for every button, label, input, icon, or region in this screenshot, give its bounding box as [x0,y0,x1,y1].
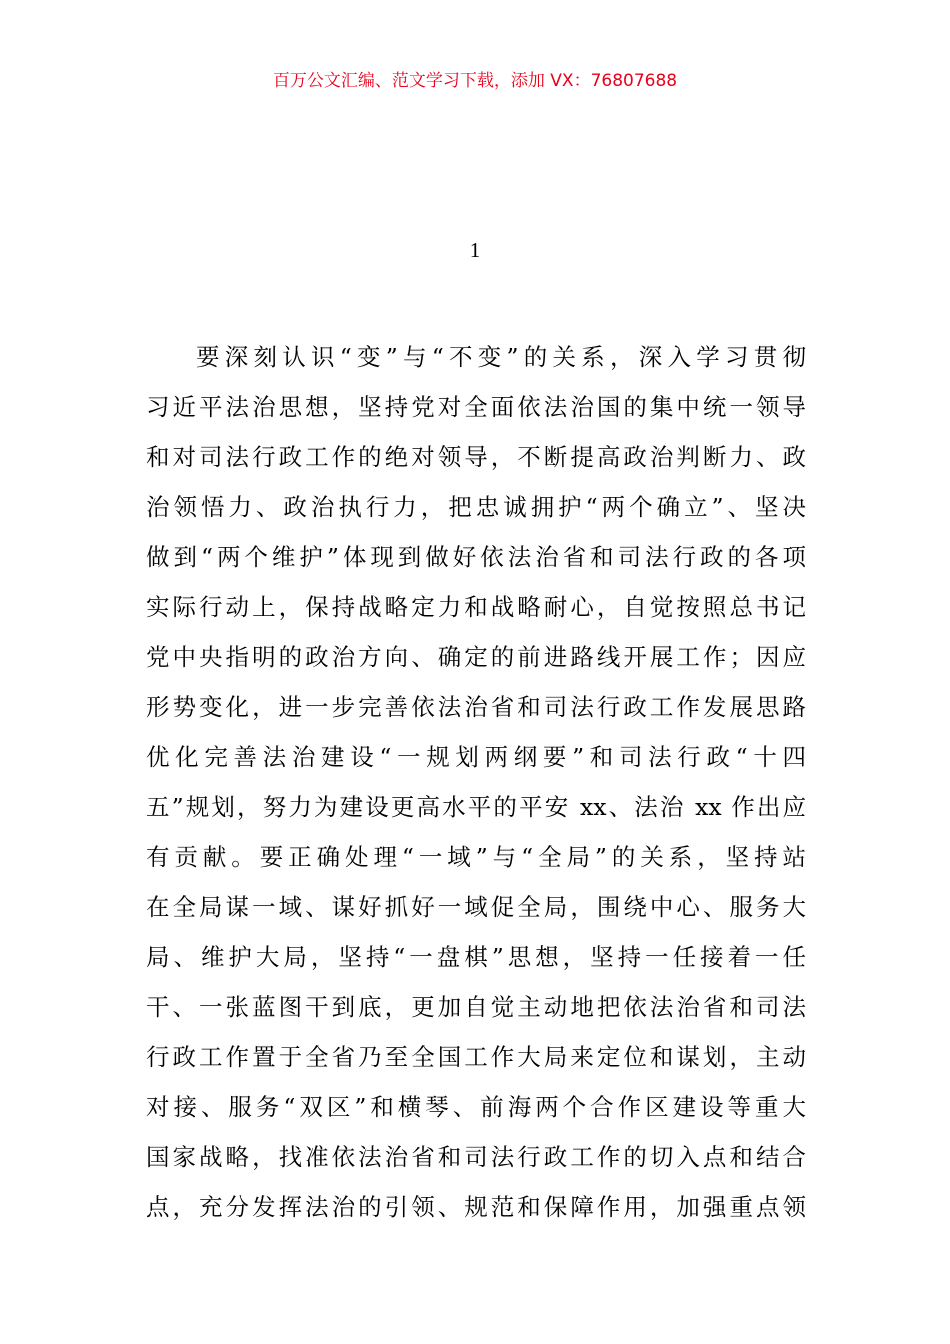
page-number: 1 [469,238,481,262]
paragraph-line: 做到“两个维护”体现到做好依法治省和司法行政的各项 [146,543,806,571]
watermark-header: 百万公文汇编、范文学习下载，添加 VX：76807688 [272,71,678,91]
paragraph-line: 在全局谋一域、谋好抓好一域促全局，围绕中心、服务大 [146,893,806,921]
paragraph-line: 要深刻认识“变”与“不变”的关系，深入学习贯彻 [196,343,806,371]
paragraph-line: 点，充分发挥法治的引领、规范和保障作用，加强重点领 [146,1193,806,1221]
paragraph-line: 对接、服务“双区”和横琴、前海两个合作区建设等重大 [146,1093,806,1121]
paragraph-line: 实际行动上，保持战略定力和战略耐心，自觉按照总书记 [146,593,806,621]
paragraph-line: 治领悟力、政治执行力，把忠诚拥护“两个确立”、坚决 [146,493,806,521]
paragraph-line: 党中央指明的政治方向、确定的前进路线开展工作；因应 [146,643,806,671]
paragraph-line: 形势变化，进一步完善依法治省和司法行政工作发展思路 [146,693,806,721]
body-paragraph [146,332,806,1232]
paragraph-line: 局、维护大局，坚持“一盘棋”思想，坚持一任接着一任 [146,943,806,971]
paragraph-line: 和对司法行政工作的绝对领导，不断提高政治判断力、政 [146,443,806,471]
paragraph-line: 优化完善法治建设“一规划两纲要”和司法行政“十四 [146,743,806,771]
paragraph-line: 习近平法治思想，坚持党对全面依法治国的集中统一领导 [146,393,806,421]
paragraph-line: 五”规划，努力为建设更高水平的平安 xx、法治 xx 作出应 [146,793,806,821]
paragraph-line: 有贡献。要正确处理“一域”与“全局”的关系，坚持站 [146,843,806,871]
paragraph-line: 国家战略，找准依法治省和司法行政工作的切入点和结合 [146,1143,806,1171]
paragraph-line: 行政工作置于全省乃至全国工作大局来定位和谋划，主动 [146,1043,806,1071]
paragraph-line: 干、一张蓝图干到底，更加自觉主动地把依法治省和司法 [146,993,806,1021]
